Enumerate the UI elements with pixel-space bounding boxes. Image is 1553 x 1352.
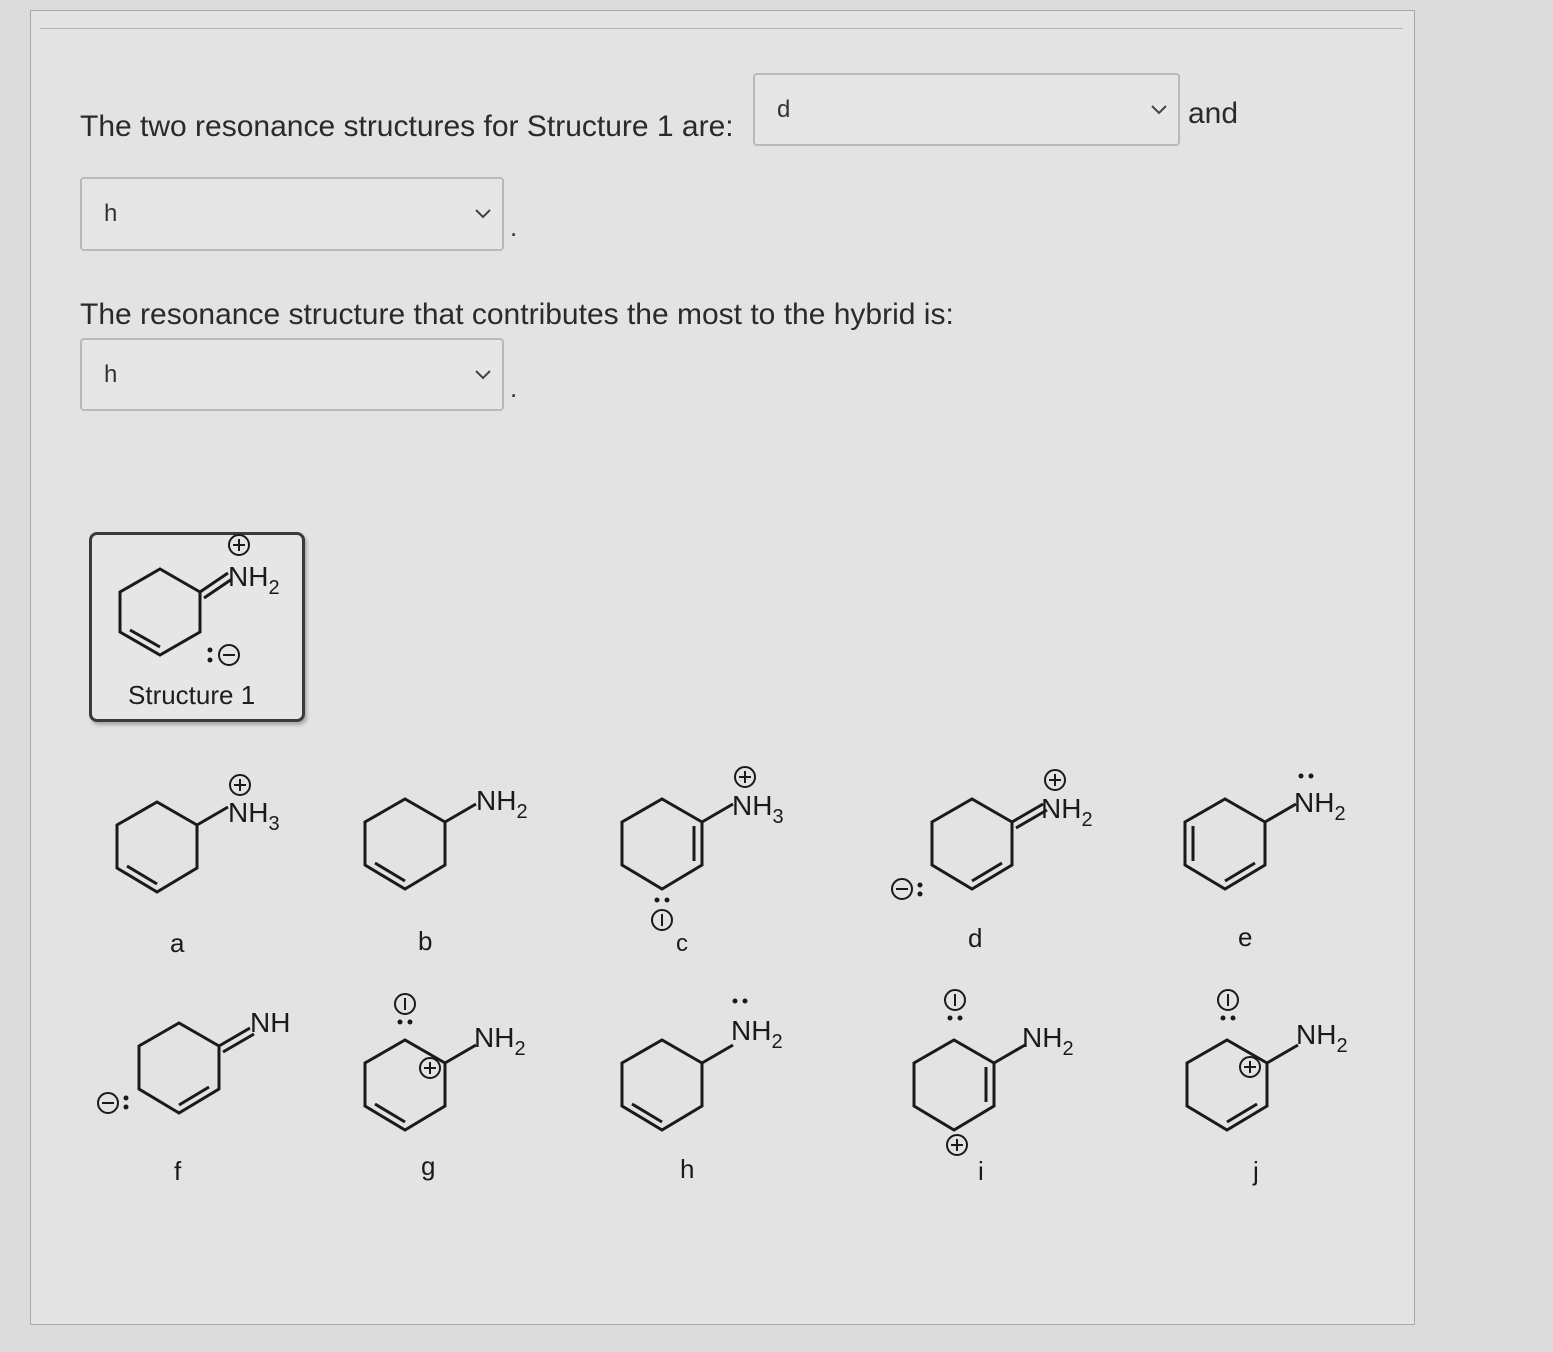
molecule-g bbox=[365, 1040, 476, 1130]
molecule-f bbox=[139, 1023, 254, 1113]
molecule-d bbox=[932, 799, 1047, 889]
molecule-b bbox=[365, 799, 476, 889]
select-value: d bbox=[777, 95, 791, 123]
structure-1-group: $NH_2$ bbox=[228, 561, 280, 599]
group-d: $NH_2$ bbox=[1041, 793, 1093, 831]
group-j: $NH_2$ bbox=[1296, 1019, 1348, 1057]
molecule-j bbox=[1187, 1040, 1298, 1130]
option-label-e: e bbox=[1238, 922, 1253, 952]
select-value: h bbox=[104, 360, 118, 388]
period: . bbox=[510, 212, 518, 242]
molecule-e bbox=[1185, 799, 1296, 889]
group-c: $NH_3$ bbox=[732, 790, 784, 828]
group-g: $NH_2$ bbox=[474, 1022, 526, 1060]
question-text-2: The resonance structure that contributes the most to the hybrid is: bbox=[80, 298, 954, 331]
group-b: $NH_2$ bbox=[476, 785, 528, 823]
option-label-j: j bbox=[1253, 1156, 1259, 1186]
group-h: $NH_2$ bbox=[731, 1015, 783, 1053]
option-label-a: a bbox=[170, 928, 185, 958]
select-value: h bbox=[104, 200, 118, 227]
structure-1-molecule bbox=[120, 569, 232, 655]
group-e: $NH_2$ bbox=[1294, 787, 1346, 825]
option-label-f: f bbox=[174, 1156, 182, 1186]
period: . bbox=[510, 373, 518, 403]
group-f: NH bbox=[250, 1007, 291, 1038]
group-i: $NH_2$ bbox=[1022, 1022, 1074, 1060]
molecule-h bbox=[622, 1040, 733, 1130]
option-label-i: i bbox=[978, 1156, 984, 1186]
molecule-i bbox=[914, 1040, 1025, 1130]
and-label: and bbox=[1188, 97, 1239, 130]
option-label-b: b bbox=[418, 926, 433, 956]
structure-1-label: Structure 1 bbox=[128, 680, 256, 710]
option-label-c: c bbox=[676, 930, 688, 957]
option-label-h: h bbox=[680, 1154, 695, 1184]
question-text-1: The two resonance structures for Structure 1 are: bbox=[80, 110, 734, 143]
group-a: $NH_3$ bbox=[228, 797, 280, 835]
molecule-a bbox=[117, 802, 228, 892]
molecule-c bbox=[622, 799, 733, 889]
option-label-g: g bbox=[421, 1151, 436, 1181]
option-label-d: d bbox=[968, 923, 983, 953]
